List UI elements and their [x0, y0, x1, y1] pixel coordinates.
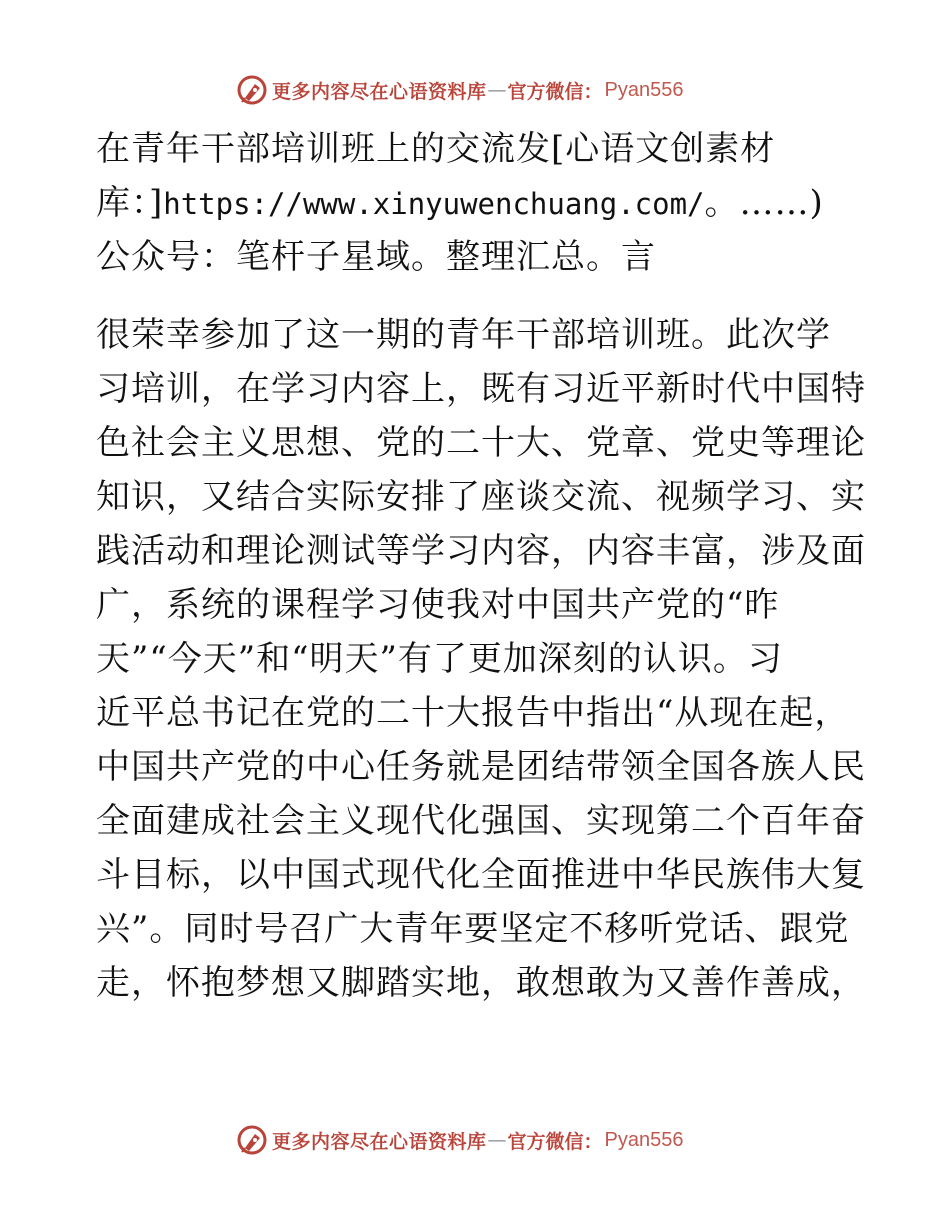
body-line: 很荣幸参加了这一期的青年干部培训班。此次学: [96, 315, 831, 355]
source-url-link[interactable]: https://www.xinyuwenchuang.com/: [163, 187, 705, 221]
body-line: 色社会主义思想、党的二十大、党章、党史等理论: [96, 423, 866, 463]
title-line-3: 公众号：笔杆子星域。整理汇总。言: [96, 237, 656, 277]
body-line: 斗目标，以中国式现代化全面推进中华民族伟大复: [96, 855, 866, 895]
title-line-2: [96, 176, 856, 230]
title-line-2-suffix: 。……): [704, 183, 824, 223]
banner-wechat-label: 官方微信：: [507, 1130, 603, 1153]
title-line-1: 在青年干部培训班上的交流发[心语文创素材: [96, 129, 776, 169]
body-line: 中国共产党的中心任务就是团结带领全国各族人民: [96, 747, 866, 787]
body-line: 走，怀抱梦想又脚踏实地，敢想敢为又善作善成，: [96, 963, 866, 1003]
banner-main-text: 更多内容尽在心语资料库: [272, 1130, 487, 1153]
banner-wechat-label: 官方微信：: [507, 80, 603, 103]
body-line: 天”“今天”和“明天”有了更加深刻的认识。习: [96, 639, 783, 679]
document-title: [96, 122, 856, 284]
body-paragraph: [96, 308, 866, 1010]
body-line: 兴”。同时号召广大青年要坚定不移听党话、跟党: [96, 909, 850, 949]
pen-nib-logo-icon: [236, 1124, 268, 1156]
banner-main-text: 更多内容尽在心语资料库: [272, 80, 487, 103]
body-line: 全面建成社会主义现代化强国、实现第二个百年奋: [96, 801, 866, 841]
banner-separator: —: [487, 79, 507, 101]
body-line: 近平总书记在党的二十大报告中指出“从现在起，: [96, 693, 850, 733]
body-line: 广，系统的课程学习使我对中国共产党的“昨: [96, 585, 780, 625]
body-line: 践活动和理论测试等学习内容，内容丰富，涉及面: [96, 531, 866, 571]
footer-banner: [236, 1123, 684, 1157]
body-line: 习培训，在学习内容上，既有习近平新时代中国特: [96, 369, 866, 409]
header-banner: [236, 73, 684, 107]
banner-wechat-id: Pyan556: [604, 1128, 684, 1151]
banner-wechat-id: Pyan556: [604, 78, 684, 101]
title-line-2-prefix: 库：]: [96, 183, 164, 223]
body-line: 知识，又结合实际安排了座谈交流、视频学习、实: [96, 477, 866, 517]
banner-separator: —: [487, 1129, 507, 1151]
pen-nib-logo-icon: [236, 74, 268, 106]
